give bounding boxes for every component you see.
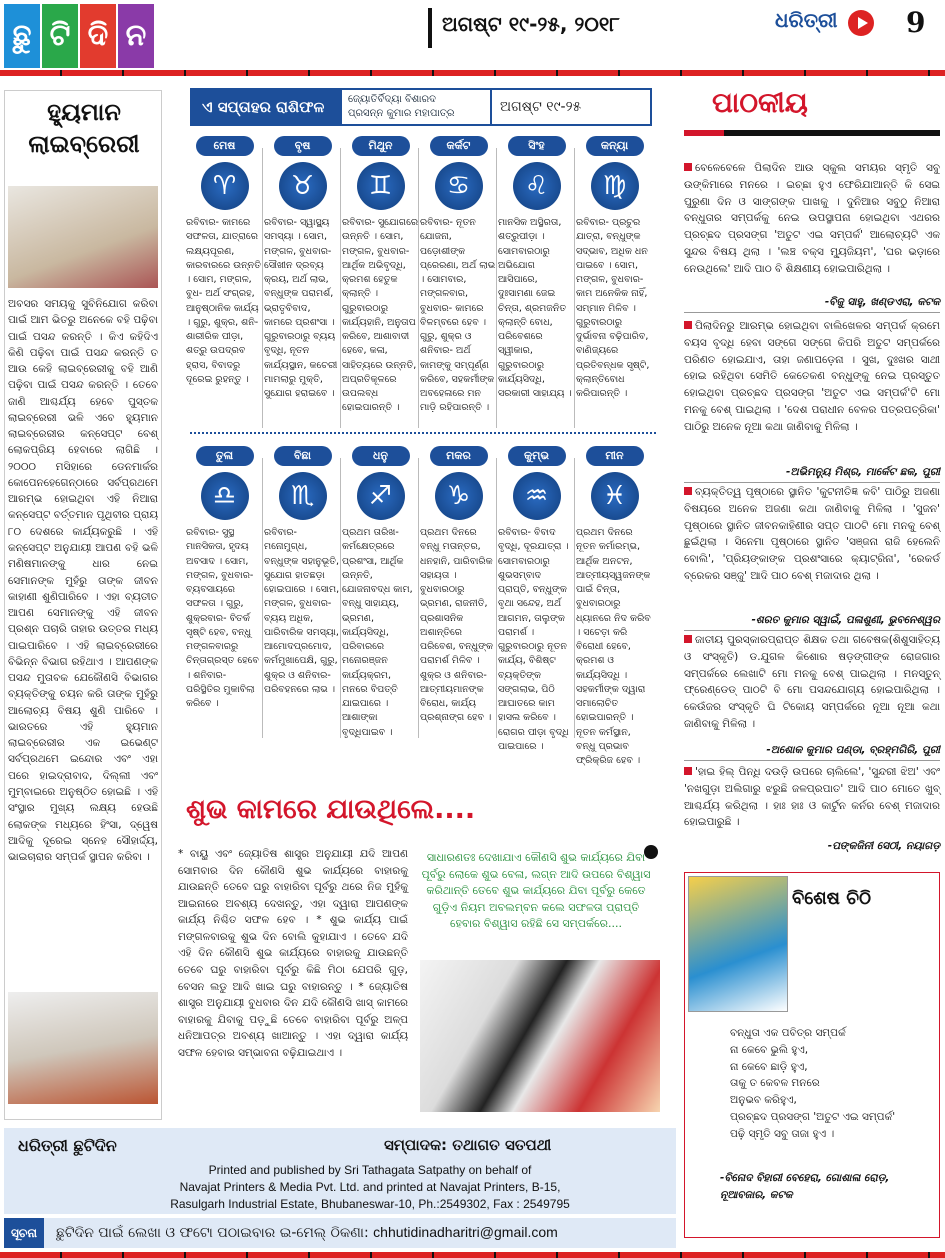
imprint-line: Rasulgarh Industrial Estate, Bhubaneswar-10, Ph.:2549302, Fax : 2549795 xyxy=(170,1196,570,1211)
letter-text: 'ହାଇ ହିଲ୍ ପିନ୍ଧି ଦଉଡ଼ି ଉପରେ ଚାଲିଲେ', 'ସୁନ୍ଦରୀ ଝିଅ' ଏବଂ 'ନଖଗୁଡ଼ା ଅଲିଗାରୁ ଝରୁଛି ଜଳପ୍ରପାତ' ଆଦି ପାଠ ମୋତେ ଖୁବ୍ ଆଶ୍ଚର୍ଯ୍ୟ କରିଥିଲା । ହାଃ ହାଃ ଓ କାର୍ଟୁନ କର୍ନର ବେଶ୍ ମଜାଦାର ହୋଇପାରୁଛି । xyxy=(684,766,940,829)
zodiac-name: କୁମ୍ଭ xyxy=(508,446,566,466)
top-rule xyxy=(0,70,945,76)
zodiac-prediction: ପ୍ରଥମ ତାରିଖ- କର୍ମକ୍ଷେତ୍ରରେ ପ୍ରଶଂସା, ଆର୍ଥିକ ଉନ୍ନତି, ଯୋଜନାବଦ୍ଧ କାମ, ବନ୍ଧୁ ସାହାଯ୍ୟ, ଭ୍ରମଣ, କାର୍ଯ୍ୟସିଦ୍ଧି, ପରିବାରରେ ମନୋରଞ୍ଜନ କାର୍ଯ୍ୟକ୍ରମ, ମନରେ ବିପତ୍ତି ଯାଇପାରେ । ଆଶାଙ୍କା ବୃଦ୍ଧିପାଇବ । xyxy=(342,527,413,738)
imprint-line: Printed and published by Sri Tathagata Satpathy on behalf of xyxy=(208,1163,532,1177)
library-body: ଅବସର ସମୟକୁ ସୁବିନିଯୋଗ କରିବା ପାଇଁ ଆମ ଭିତରୁ ଅନେକେ ବହି ପଢ଼ିବା ପାଇଁ ପସନ୍ଦ କରନ୍ତି । କିଏ କହିଦିଏ କିଣି ପଢ଼ିବା ପାଇଁ ପସନ୍ଦ କରନ୍ତି ତ ଆଉ କେହି ଲାଇବ୍ରେରୀକୁ ବହି ଆଣି ପଢ଼ିବା ପାଇଁ ପସନ୍ଦ କରନ୍ତି । ତେବେ ଜାଣି ଆଶ୍ଚର୍ଯ୍ୟ ହେବେ ପୁସ୍ତକ ଲାଇବ୍ରେରୀ ଭଳି ଏବେ ହ୍ୟୁମାନ ଲାଇବ୍ରେରୀର କନ୍‌ସେପ୍ଟ ବେଶ୍ ଲୋକପ୍ରିୟ ହେବାରେ ଲାଗିଛି । ୨୦୦୦ ମସିହାରେ ଡେନମାର୍କର କୋପେନହେଗେନ୍‌ଠାରେ ସର୍ବପ୍ରଥମେ ଆରମ୍ଭ ହୋଇଥିବା ଏହି ନିଆରା କନ୍‌ସେପ୍ଟ ବର୍ତ୍ତମାନ ପୃଥିବୀର ପ୍ରାୟ ୮୦ ଦେଶରେ କାର୍ଯ୍ୟକରୁଛି । ଏହି କନ୍‌ସେପ୍ଟ ଅନୁଯାୟୀ ଆପଣ ବହି ଭଳି ମଣିଷମାନଙ୍କୁ ଧାର ନେଇ ସେମାନଙ୍କ ମୁହଁରୁ ତାଙ୍କ ଜୀବନ କାହାଣୀ ଶୁଣିପାରିବେ । ଏହା ବ୍ୟତୀତ ଆପଣ ସେମାନଙ୍କୁ ଏହି ଜୀବନ ପ୍ରଶ୍ନ ପଚାରି ତାହାର ଉତ୍ତର ମଧ୍ୟ ପାଇପାରିବେ । ଏହି ଲାଇବ୍ରେରୀରେ ବିଭିନ୍ନ ବିଭାଗ ରହିଥାଏ । ଆପଣଙ୍କ ପସନ୍ଦ ମୁତାବକ ଯେକୌଣସି ବିଭାଗର ବ୍ୟକ୍ତିଙ୍କୁ ଚୟନ କରି ତାଙ୍କ ମୁହଁରୁ ଆଲୋଚ୍ୟ ବିଷୟ ଶୁଣି ପାରିବେ । ଭାରତରେ ଏହି ହ୍ୟୁମାନ ଲାଇବ୍ରେରୀର ଏକ ଇଭେଣ୍ଟ ସର୍ବପ୍ରଥମେ ଇନ୍ଦୋର ଏବଂ ଏହା ପରେ ହାଇଦ୍ରାବାଦ, ଦିଲ୍ଲୀ ଏବଂ ମୁମ୍ବାଇରେ ଅନୁଷ୍ଠିତ ହୋଇଛି । ଏହି ସଂସ୍ଥାର ମୁଖ୍ୟ ଲକ୍ଷ୍ୟ ହେଉଛି ଲୋକଙ୍କ ମଧ୍ୟରେ ହିଂସା, ଦ୍ୱେଷ ଆଦିକୁ ଦୂରେଇ ସ୍ନେହ ସୌହାର୍ଦ୍ଦ୍ୟ, ଭାଇଚାରାର ସମ୍ପର୍କ ସ୍ଥାପନ କରିବା । xyxy=(8,298,158,864)
letter-signature: -ଅଭିମନ୍ୟୁ ମିଶ୍ର, ମାର୍କେଟ ଛକ, ପୁରୀ xyxy=(786,466,940,478)
bottom-rule xyxy=(0,1252,945,1258)
poem-line: ପଢ଼ି ସ୍ମୃତି ସବୁ ତାଜା ହୁଏ । xyxy=(730,1127,835,1140)
poem-line: ତାକୁ ତ କେବଳ ମନରେ xyxy=(730,1077,820,1090)
zodiac-icon: ♑ xyxy=(435,472,483,520)
zodiac-prediction: ପ୍ରଥମ ଦିନରେ ବନ୍ଧୁ ମତାନ୍ତର, ଧନହାନି, ପାରିବାରିକ ସହାୟତା । ବୁଧବାରଠାରୁ ଭ୍ରମଣ, ରାଜନୀତି, ପ୍ରଶାସନିକ ଅଶାନ୍ତିରେ ପରିବେଶ, ବନ୍ଧୁଙ୍କ ପରାମର୍ଶ ମିଳିବ । ଶୁକ୍ର ଓ ଶନିବାର- ଆତ୍ମୀୟମାନଙ୍କ ବିରୋଧ, କାର୍ଯ୍ୟ ପ୍ରଶ୍ନାଙ୍ଗ ହେବ । xyxy=(420,527,493,724)
zodiac-icon: ♌ xyxy=(513,162,561,210)
zodiac-sign xyxy=(576,136,653,401)
square-bullet-icon xyxy=(684,487,692,495)
imprint-editor: ସମ୍ପାଦକ: ତଥାଗତ ସତପଥୀ xyxy=(384,1136,552,1154)
zodiac-sign xyxy=(420,136,497,416)
special-letter-signature: -ବିନୋଦ ବିହାରୀ ବେହେରା, ଗୋଶାଳା ରୋଡ଼, ନୂଆବଜାର, କଟକ xyxy=(720,1172,890,1201)
divider xyxy=(684,312,940,313)
zodiac-name: ତୁଳା xyxy=(196,446,254,466)
column-divider xyxy=(496,148,497,428)
zodiac-prediction: ରବିବାର- ମନୋମୁଗ୍ଧ, ବନ୍ଧୁଙ୍କ ସହାନୁଭୂତି, ସୁଯୋଗ ହାତଛଡ଼ା ହୋଇପାରେ । ସୋମ, ମଙ୍ଗଳ, ବୁଧବାର- ବ୍ୟୟ ଅଧିକ, ପାରିବାରିକ ସମସ୍ୟା, ଆମୋଦପ୍ରମୋଦ, କର୍ମମୁଖାପେକ୍ଷି, ଗୁରୁ, ଶୁକ୍ର ଓ ଶନିବାର- ପରିବହନରେ ଲାଭ । xyxy=(264,527,340,695)
zodiac-name: ଧନୁ xyxy=(352,446,410,466)
zodiac-name: ମକର xyxy=(430,446,488,466)
zodiac-icon: ♍ xyxy=(591,162,639,210)
letter xyxy=(684,160,940,278)
special-letter-title: ବିଶେଷ ଚିଠି xyxy=(792,888,872,909)
square-bullet-icon xyxy=(684,767,692,775)
library-photo xyxy=(8,186,158,288)
letter xyxy=(684,318,940,436)
zodiac-icon: ♒ xyxy=(513,472,561,520)
zodiac-name: ବୃଷ xyxy=(274,136,332,156)
zodiac-icon: ♈ xyxy=(201,162,249,210)
zodiac-sign xyxy=(498,136,575,401)
zodiac-icon: ♏ xyxy=(279,472,327,520)
poem-line: ନା କେବେ ଭୁଲି ହୁଏ, xyxy=(730,1043,809,1056)
zodiac-icon: ♊ xyxy=(357,162,405,210)
zodiac-sign xyxy=(498,446,575,754)
page-number: 9 xyxy=(906,6,926,39)
poem-line: ପ୍ରଚ୍ଛଦ ପ୍ରସଙ୍ଗ 'ଅତୁଟ ଏଇ ସମ୍ପର୍କ' xyxy=(730,1110,896,1123)
letter xyxy=(684,764,940,831)
zodiac-prediction: ରବିବାର- ପ୍ରଚୁର ଯାତ୍ରା, ବନ୍ଧୁଙ୍କ ସଦ୍ଭାବ, ଅଧିକ ଧନ ପାଇବେ । ସୋମ, ମଙ୍ଗଳ, ବୁଧବାର- କାମ ଅନେକିକ ନାହିଁ, ସମ୍ମାନ ମିଳିବ । ଗୁରୁବାରଠାରୁ ଦୁର୍ଭାବନା ବଢ଼ିପାରିବ, ବାଣିଜ୍ୟରେ ପ୍ରତିବନ୍ଧକ ସୃଷ୍ଟି, କ୍ଲାନ୍ତିବୋଧ କରିପାରନ୍ତି । xyxy=(576,217,650,399)
zodiac-name: ବିଛା xyxy=(274,446,332,466)
zodiac-name: ସିଂହ xyxy=(508,136,566,156)
zodiac-prediction: ମାନସିକ ଅସ୍ଥିରତା, ଶତ୍ରୁପୀଡ଼ା । ସୋମବାରଠାରୁ ଅଭିଯୋଗ ଆସିପାରେ, ଦୁଃସାମଣା ଜେଇ ଚିନ୍ତା, ଶ୍ରମଜନିତ କ୍ଲାନ୍ତି ବୋଧ, ପରିବେଶରେ ସ୍ୱୀକାର, ଗୁରୁବାରଠାରୁ କାର୍ଯ୍ୟସିଦ୍ଧି, ସରକାରୀ ସାହାଯ୍ୟ । xyxy=(498,217,572,399)
column-divider xyxy=(496,458,497,738)
header-divider xyxy=(428,8,432,48)
zodiac-sign xyxy=(576,446,653,768)
email-link[interactable]: chhutidinadharitri@gmail.com xyxy=(373,1224,558,1240)
imprint-printer xyxy=(110,1162,630,1212)
letter-signature: -ଅଶୋକ କୁମାର ପଣ୍ଡା, ବ୍ରହ୍ମଗିରି, ପୁରୀ xyxy=(766,744,940,756)
horoscope-header xyxy=(190,88,652,126)
imprint-line: Navajat Printers & Media Pvt. Ltd. and printed at Navajat Printers, B-15, xyxy=(179,1179,561,1194)
chhutidina-logo xyxy=(4,4,154,68)
horoscope-divider xyxy=(190,432,656,434)
square-bullet-icon xyxy=(684,635,692,643)
letter xyxy=(684,484,940,585)
letter-signature: -ଶରତ କୁମାର ସ୍ୱାଇଁ, ପଳାଶୁଣୀ, ଭୁବନେଶ୍ୱର xyxy=(751,614,940,626)
divider xyxy=(684,760,940,761)
logo-letter: ଛୁ xyxy=(4,4,40,68)
zodiac-name: ମିଥୁନ xyxy=(352,136,410,156)
zodiac-icon: ♋ xyxy=(435,162,483,210)
poem-line: ବନ୍ଧୁତା ଏକ ପବିତ୍ର ସମ୍ପର୍କ xyxy=(730,1027,846,1039)
letter-text: ପିଲାଦିନରୁ ଆରମ୍ଭ ହୋଇଥିବା ବାଲିଖେଳର ସମ୍ପର୍କ କ୍ରମେ ବୟସ ବୃଦ୍ଧି ହେବା ସଙ୍ଗେ ସଙ୍ଗେ କିପରି ଅତୁଟ ସମ୍ପର୍କରେ ପରିଣତ ହୋଇଯାଏ, ତାହା ଜଣାପଡ଼େନା । ସୁଖ, ଦୁଃଖର ସାଥୀ ହୋଇ ରହିଥିବା ସେମିତି କେତେକଣ ବନ୍ଧୁଙ୍କୁ ନେଇ ପ୍ରସ୍ତୁତ ହୋଇଥିବା ପ୍ରଚ୍ଛଦ ପ୍ରସଙ୍ଗ 'ଅତୁଟ ଏଇ ସମ୍ପର୍କ'ଟି ମୋ ମନକୁ ବେଶ୍ ପାଇଥିଲା । 'ଦେଶ ପରାଧୀନ ବେଳର ପତ୍ରପତ୍ରିକା' ପାଠିରୁ ଅନେକ ନୂଆ କଥା ଜାଣିବାକୁ ମିଳିଲା । xyxy=(684,320,940,433)
magazine-cover-image xyxy=(688,876,788,1012)
author-line-2: ପ୍ରସନ୍ନ କୁମାର ମହାପାତ୍ର xyxy=(348,108,455,119)
horoscope-title: ଏ ସପ୍ତାହର ରାଶିଫଳ xyxy=(192,90,342,124)
issue-date: ଅଗଷ୍ଟ ୧୯-୨୫, ୨୦୧୮ xyxy=(442,12,620,36)
divider xyxy=(684,482,940,483)
masthead xyxy=(0,0,945,70)
zodiac-sign xyxy=(264,446,341,697)
column-divider xyxy=(340,148,341,428)
play-icon xyxy=(848,10,874,36)
column-divider xyxy=(340,458,341,738)
zodiac-sign xyxy=(186,136,263,387)
square-bullet-icon xyxy=(684,321,692,329)
letter-text: ବ୍ୟକ୍ତିତ୍ୱ ପୃଷ୍ଠାରେ ସ୍ଥାନିତ 'କୁଟନୀତିଜ୍ଞ କବି' ପାଠିରୁ ଅଜଣା ବିଷୟରେ ଅନେକ ଅଜଣା କଥା ଜାଣିବାକୁ ମିଳିଲା । 'ସୁଜନ' ପୃଷ୍ଠାରେ ସ୍ଥାନିତ ଜୀବନକାହିଣୀର ସପ୍ତ ପାଠଟି ମୋ ମନକୁ ବେଶ୍ ଛୁଇଁଥିଲା । ସିନେମା ପୃଷ୍ଠାରେ ସ୍ଥାନିତ 'ସଞ୍ଜନା ରାଜି ହେଲେନି ବୋଲି', 'ପ୍ରିୟଙ୍କାଙ୍କ ପ୍ରଶଂସାରେ କ୍ୟାଟ୍ରିନା', 'ରେକର୍ଡ ବ୍ରେକର ସଞ୍ଜୁ' ଆଦି ପାଠ ବେଶ୍ ମଜାଦାର ଥିଲା । xyxy=(684,486,940,582)
divider xyxy=(684,630,940,631)
shubha-tips: * ବାୟୁ ଏବଂ ଜ୍ୟୋତିଷ ଶାସ୍ତ୍ର ଅନୁଯାୟୀ ଯଦି ଆପଣ ସୋମବାର ଦିନ କୌଣସି ଶୁଭ କାର୍ଯ୍ୟରେ ବାହାରକୁ ଯାଉଛନ୍ତି ତେବେ ଘରୁ ବାହାରିବା ପୂର୍ବରୁ ଥରେ ନିଜ ମୁହଁକୁ ଆଇନାରେ ଅବଶ୍ୟ ଦେଖନ୍ତୁ, ଏହା ଦ୍ୱାରା ଆପଣଙ୍କ କାର୍ଯ୍ୟ ନିଶ୍ଚିତ ସଫଳ ହେବ । * ଶୁଭ କାର୍ଯ୍ୟ ପାଇଁ ମଙ୍ଗଳବାରକୁ ଶୁଭ ଦିନ ବୋଲି କୁହାଯାଏ । ତେବେ ଯଦି ଏହି ଦିନ କୌଣସି ଶୁଭ କାର୍ଯ୍ୟରେ ବାହାରକୁ ଯାଉଛନ୍ତି ତେବେ ଘରୁ ବାହାରିବା ପୂର୍ବରୁ କିଛି ମିଠା ଯେପରି ଗୁଡ଼, ବେସନ ଲଡୁ ଆଦି ଖାଇ ଘରୁ ବାହାରନ୍ତୁ । * ଜ୍ୟୋତିଷ ଶାସ୍ତ୍ର ଅନୁଯାୟୀ ବୁଧବାର ଦିନ ଯଦି କୌଣସି ଖାସ୍ କାମରେ ବାହାରକୁ ଯିବାକୁ ପଡ଼ୁଛି ତେବେ ବାହାରିବା ପୂର୍ବରୁ ଅଳ୍ପ ଧନିଆପତ୍ର ଅବଶ୍ୟ ଖାଆନ୍ତୁ । ଏହା ଦ୍ୱାରା କାର୍ଯ୍ୟ ସଫଳ ହେବାର ସମ୍ଭାବନା ବଢ଼ିଯାଇଥାଏ । xyxy=(178,848,408,1059)
letter-signature: -ବିଜୁ ସାହୁ, ଖଣ୍ଡଏରା, କଟକ xyxy=(824,296,940,308)
zodiac-icon: ♉ xyxy=(279,162,327,210)
zodiac-name: ମେଷ xyxy=(196,136,254,156)
poem-line: ଅନୁଭବ କରିହୁଏ, xyxy=(730,1094,797,1107)
shubha-intro: ସାଧାରଣତଃ ଦେଖାଯାଏ କୌଣସି ଶୁଭ କାର୍ଯ୍ୟରେ ଯିବା ପୂର୍ବରୁ ଲୋକେ ଶୁଭ ବେଳା, ଲଗ୍ନ ଆଦି ଉପରେ ବିଶ୍ୱାସ କରିଥାନ୍ତି ତେବେ ଶୁଭ କାର୍ଯ୍ୟରେ ଯିବା ପୂର୍ବରୁ କେତେ ଗୁଡ଼ିଏ ନିୟମ ଅବଲମ୍ବନ କଲେ ସଫଳତା ପ୍ରାପ୍ତି ହେବାର ବିଶ୍ୱାସ ରହିଛି ସେ ସମ୍ପର୍କରେ.... xyxy=(421,851,651,930)
imprint-publication: ଧରିତ୍ରୀ ଛୁଟିଦିନ xyxy=(18,1136,117,1155)
library-photo-2 xyxy=(8,992,158,1104)
logo-letter: ନ xyxy=(118,4,154,68)
zodiac-name: କନ୍ୟା xyxy=(586,136,644,156)
zodiac-prediction: ରବିବାର- ସୁଯୋଗରେ ଉନ୍ନତି । ସୋମ, ମଙ୍ଗଳ, ବୁଧବାର- ଆର୍ଥିକ ଅଭିବୃଦ୍ଧି, କ୍ରମଶ ହେତୁକ କ୍ଲାନ୍ତି । ଗୁରୁବାରଠାରୁ କାର୍ଯ୍ୟହାନି, ଅନୁତାପ କରିବେ, ଆଶାବାଦୀ ହେବେ, କଳା, ସାହିତ୍ୟରେ ଉନ୍ନତି, ଅପ୍ରତିକୂଳରେ ଉପଲବ୍ଧ ହୋଇପାରନ୍ତି । xyxy=(342,217,419,414)
logo-letter: ଦି xyxy=(80,4,116,68)
zodiac-icon: ♎ xyxy=(201,472,249,520)
horoscope-date: ଅଗଷ୍ଟ ୧୯-୨୫ xyxy=(500,99,582,115)
zodiac-prediction: ରବିବାର- ବିବାଦ ବୃଦ୍ଧି, ଦୂରଯାତ୍ରା । ସୋମବାରଠାରୁ ଶୁଭସମ୍ବାଦ ପ୍ରାପ୍ତି, ବନ୍ଧୁଙ୍କ ବୃଥା ସନ୍ଦେହ, ଅର୍ଥ ଆଗମନ, ତାଲୁଙ୍କ ପରାମର୍ଶ । ଗୁରୁବାରଠାରୁ ନୂତନ କାର୍ଯ୍ୟ, ବିଶିଷ୍ଟ ବ୍ୟକ୍ତିଙ୍କ ସଙ୍ଗଲାଭ, ପିଠି ଆଘାତରେ କାମ ହାସଲ କରିବେ । ରୋଗର ପୀଡ଼ା ବୃଦ୍ଧି ପାଇପାରେ । xyxy=(498,527,569,752)
zodiac-prediction: ପ୍ରଥମ ଦିନରେ ନୂତନ କର୍ମାରମ୍ଭ, ଆର୍ଥିକ ଅନଟନ, ଆତ୍ମୀୟସ୍ୱଜନଙ୍କ ପାଇଁ ଚିନ୍ତା, ବୁଧବାରଠାରୁ ଧ୍ୟାନରେ ନିଦ କରିବ । ସଚେତ଼ା କରି ବିରୋଧୀ ହେବେ, କ୍ରମଶ ଓ କାର୍ଯ୍ୟସିଦ୍ଧି । ସହକର୍ମୀଙ୍କ ଦ୍ୱାରା ସମାଲୋଚିତ ହୋଇପାରନ୍ତି । ନୂତନ କର୍ମସ୍ଥାନ, ବନ୍ଧୁ ପ୍ରଭାବ ଫ୍ରିକ୍ରିଜ ହେବ । xyxy=(576,527,651,766)
pathakiya-rule xyxy=(684,130,940,136)
column-divider xyxy=(262,458,263,738)
column-divider xyxy=(418,148,419,428)
zodiac-sign xyxy=(264,136,341,401)
letter-text: ବେଳେବେଳେ ପିଲାଦିନ ଆଉ ସ୍କୁଲ ସମୟର ସ୍ମୃତି ସବୁ ଉଙ୍କିମାରେ ମନରେ । ଇଚ୍ଛା ହୁଏ ଫେରିଯାଆନ୍ତି କି ସେଇ ପୁରୁଣା ଦିନ ଓ ସାଙ୍ଗଙ୍କ ପାଖକୁ । ଦୁନିଆର ସବୁଠୁ ନିଆରା ବନ୍ଧୁତାର ସମ୍ପର୍କକୁ ନେଇ ଉପସ୍ଥାପନା ହୋଇଥିବା ଏଥରର ପ୍ରଚ୍ଛଦ ପ୍ରସଙ୍ଗ 'ଅତୁଟ ଏଇ ସମ୍ପର୍କ' ଆଲୋଚ୍ୟଟି ଏକ ସୁନ୍ଦର ବିଷୟ ଥିଲା । 'ଲଞ୍ଚ ବକ୍ସ ମ୍ୟୁଜିୟମ', 'ଘର ଭଡ଼ାରେ ନେଉଥିଲେ' ଆଦି ପାଠ ବି ଶିକ୍ଷଣୀୟ ହୋଇପାରିଥିଲା । xyxy=(684,162,940,275)
zodiac-prediction: ରବିବାର- ନୂତନ ଯୋଜନା, ପଡ଼ୋଶୀଙ୍କ ପ୍ରେରଣା, ଅର୍ଥ ଲାଭ । ସୋମବାର, ମଙ୍ଗଳବାର, ବୁଧବାର- କାମରେ ବିଳମ୍ବରେ ହେବ । ଗୁରୁ, ଶୁକ୍ର ଓ ଶନିବାର- ଅର୍ଥ କାମଙ୍କୁ ସମ୍ପୂର୍ଣ୍ଣ କରିବେ, ସହକର୍ମୀଙ୍କ ଅବହେଳାରେ ମନ ମାଡ଼ି ରହିପାରନ୍ତି । xyxy=(420,217,496,414)
zodiac-prediction: ରବିବାର- ସ୍ୱାସ୍ଥ୍ୟ ସମସ୍ୟା । ସୋମ, ମଙ୍ଗଳ, ବୁଧବାର- ସୌଖୀନ ଦ୍ରବ୍ୟ କ୍ରୟ, ଅର୍ଥ ଲାଭ, ବନ୍ଧୁଙ୍କ ପରାମର୍ଶ, ଭ୍ରାତୃବିବାଦ, କାମରେ ପ୍ରଶଂସା । ଗୁରୁବାରଠାରୁ ବ୍ୟୟ ବୃଦ୍ଧି, ନୂତନ କାର୍ଯ୍ୟସ୍ଥାନ, କଚେରୀ ମାମଲାରୁ ମୁକ୍ତି, ସୁଯୋଗ ହରାଇବେ । xyxy=(264,217,338,399)
notice-label: ସୂଚନା xyxy=(4,1218,44,1248)
zodiac-icon: ♐ xyxy=(357,472,405,520)
column-divider xyxy=(262,148,263,428)
zodiac-sign xyxy=(342,136,419,416)
zodiac-name: ମୀନ xyxy=(586,446,644,466)
zodiac-prediction: ରବିବାର- କାମରେ ସଫଳତା, ଯାତ୍ରାରେ ଲକ୍ଷ୍ୟପୂରଣ, କାରବାରରେ ଉନ୍ନତି । ସୋମ, ମଙ୍ଗଳ, ବୁଧ- ଅର୍ଥ ସଂଗ୍ରହ, ଆନୁଷ୍ଠାନିକ କାର୍ଯ୍ୟ । ଗୁରୁ, ଶୁକ୍ର, ଶନି- ଶାରୀରିକ ପୀଡ଼ା, ଶତ୍ରୁ ଉପଦ୍ରବ ହ୍ରାସ, ବିବାଦରୁ ଦୂରେଇ ରୁହନ୍ତୁ । xyxy=(186,217,261,385)
letter-text: ଜାତୀୟ ପୁରସ୍କାରପ୍ରାପ୍ତ ଶିକ୍ଷକ ତଥା ଗବେଷକ(ଶିଶୁସାହିତ୍ୟ ଓ ସଂସ୍କୃତି) ଡ.ଯୁଗଳ କିଶୋର ଷଡ଼ଙ୍ଗୀଙ୍କ ରୋଜଗାର ସମ୍ପର୍କରେ ଲେଖାଟି ମୋ ମନକୁ ବେଶ୍ ପାଇଥିଲା । ମନସ୍ତୁନ୍ ଫ୍ରେଣ୍ଡେଡ୍ ପାଠଟି ବି ମୋ ପସନ୍ଦଯୋଗ୍ୟ ହୋଇପାରିଥିଲା । କେଉଁଜର ସଂସ୍କୃତି ଘି ଟିକୋୟ ସମ୍ପର୍କରେ ନୂଆ ନୂଆ କଥା ଜାଣିବାକୁ ମିଳିଲା । xyxy=(684,634,940,730)
pathakiya-title: ପାଠକୀୟ xyxy=(712,86,808,119)
notice-text xyxy=(56,1224,558,1241)
notice-message: ଛୁଟିଦିନ ପାଇଁ ଲେଖା ଓ ଫଟୋ ପଠାଇବାର ଇ-ମେଲ୍ ଠିକଣା: xyxy=(56,1225,369,1241)
zodiac-name: କର୍କଟ xyxy=(430,136,488,156)
library-title: ହ୍ୟୁମାନ ଲାଇବ୍ରେରୀ xyxy=(28,98,140,159)
column-divider xyxy=(418,458,419,738)
zodiac-sign xyxy=(420,446,497,726)
special-letter-poem xyxy=(730,1025,930,1143)
brand-name: ଧରିତ୍ରୀ xyxy=(775,8,838,32)
zodiac-icon: ♓ xyxy=(591,472,639,520)
column-divider xyxy=(574,148,575,428)
poem-line: ନା କେବେ ଛାଡ଼ି ହୁଏ, xyxy=(730,1060,808,1073)
shubha-title: ଶୁଭ କାମରେ ଯାଉଥିଲେ.... xyxy=(186,794,476,825)
zodiac-prediction: ରବିବାର- ସୁସ୍ଥ ମାନସିକତା, ହୃଦୟ ଅବସାଦ । ସୋମ, ମଙ୍ଗଳ, ବୁଧବାର- ବ୍ୟବସାୟରେ ସଫଳତା । ଗୁରୁ, ଶୁକ୍ରବାର- ବିତର୍କ ସୃଷ୍ଟି ହେବ, ବନ୍ଧୁ ମଙ୍ଗଳବାରରୁ ଚିନ୍ତାଗ୍ରସ୍ତ ହେବେ । ଶନିବାର- ପରିସ୍ଥିତିର ମୁକାବିଲା କରିବେ । xyxy=(186,527,259,709)
author-line-1: ଜ୍ୟୋତିର୍ବିଦ୍ୟା ବିଶାରଦ xyxy=(348,94,436,105)
column-divider xyxy=(574,458,575,738)
logo-letter: ଟି xyxy=(42,4,78,68)
letter-signature: -ପଙ୍କଜିନୀ ସେଠୀ, ନୟାଗଡ଼ xyxy=(827,840,940,852)
letter xyxy=(684,632,940,733)
zodiac-sign xyxy=(186,446,263,711)
horoscope-author xyxy=(342,90,492,124)
zodiac-sign xyxy=(342,446,419,740)
square-bullet-icon xyxy=(684,163,692,171)
couple-photo xyxy=(420,960,660,1112)
